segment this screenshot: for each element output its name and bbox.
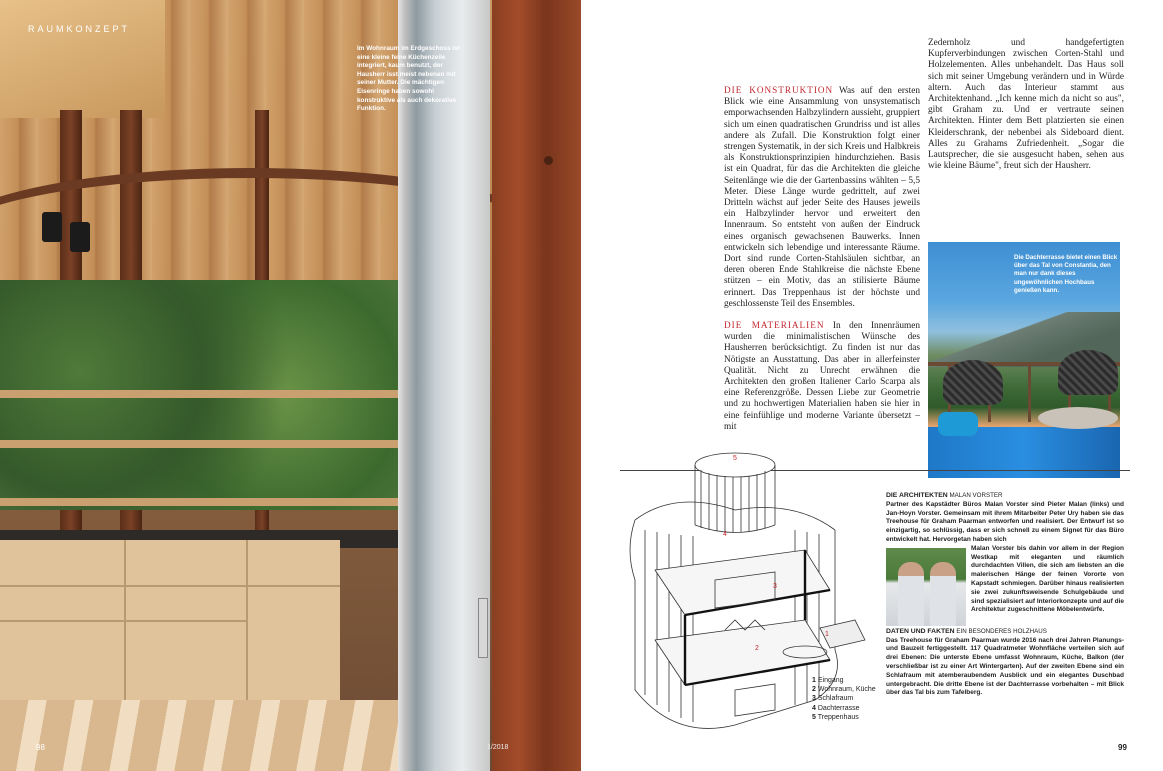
lounge-chair (943, 360, 1003, 405)
paragraph-text: Was auf den ersten Blick wie eine Ansammlung von unsystematisch emporwachsenden Halbzylindern aussieht, gruppiert sich um einen quadratischen Grundriss und ist alles andere als Zufall. Die Konstruktion folgt einer strengen Systematik, in der sich Kreis und Halbkreis als Konstruktionsprinzipien hindurchziehen. Basis ist ein Quadrat, für das die Architekten die gleiche Seitenlänge wie die der Gartenbassins wählten – 5,5 Meter. Diese Länge wurde gedrittelt, auf zwei Dritteln wächst auf jeder Seite des Hauses jeweils ein Halbzylinder hervor und erweitert den Innenraum. So entsteht von außen der Eindruck eines organisch gewachsenen Bauwerks. Innen entwickeln sich lebendige und interessante Räume. Dort sind runde Corten-Stahlsäulen sichtbar, an deren oberen Ende Stahlkreise die nächste Ebene stützen – ein Motiv, das an stilisierte Bäume erinnert. Das Treppenhaus ist der höchste und geschlossenste Teil des Ensembles. (724, 86, 920, 309)
paragraph-continued: Zedernholz und handgefertigten Kupferverbindungen zwischen Corten-Stahl und Holzelementen. Alles unbehandelt. Das Haus soll sich mit seiner Umgebung verändern und in Würde altern. Auch das Interieur stammt aus Architektenhand. „Ich kenne mich da nicht so aus", gibt Graham zu. Und er vertraute seinen Architekten. Hinter dem Bett platzierten sie einen Kleiderschrank, der nebenbei als Sideboard dient. Alles zu Grahams Zufriedenheit. „Sogar die Lautsprecher, die sie ausgesucht haben, sehen aus wie kleine Bäume", freut sich der Hausherr. (928, 38, 1124, 172)
drawing-label-2: 2 (755, 645, 759, 652)
architects-portrait (886, 548, 966, 626)
glass-door-frame (398, 0, 490, 771)
paragraph-construction (724, 85, 920, 310)
shelf (0, 390, 400, 398)
kitchen-cabinets (0, 540, 340, 700)
issue-label: 1/2018 (487, 744, 509, 751)
architects-heading: DIE ARCHITEKTEN MALAN VORSTER (886, 492, 1003, 499)
legend-item: 3 Schlafraum (812, 695, 854, 703)
paragraph-text: In den Innenräumen wurden die minimalistischen Wünsche des Hausherren berücksichtigt. Zu finden ist nur das Nötigste an Ausstattung. Das aber in allerfeinster Qualität. Nicht zu Unrecht erwähnen die Architekten den großen Italiener Carlo Scarpa als eine Referenzgröße. Dessen Liebe zur Geometrie und zu hochwertigen Materialien haben sie hier in eine feinfühlige und moderne Variante übersetzt – mit (724, 321, 920, 432)
drawing-label-4: 4 (723, 531, 727, 538)
section-heading: DIE MATERIALIEN (724, 320, 825, 331)
shelf (0, 440, 400, 448)
legend-item: 2 Wohnraum, Küche (812, 686, 876, 694)
architects-text-2: Malan Vorster bis dahin vor allem in der Region Westkap mit eleganten und räumlich durchdachten Villen, die sich am liebsten an die malerischen Hänge der feinen Vororte von Kapstadt schmiegen. Darüber hinaus realisierten sie zwei zukunftsweisende Schulgebäude und sind spezialisiert auf Interiorkonzepte und auf die Architektur zugeschnittene Möbelentwürfe. (971, 544, 1124, 614)
side-table (1038, 407, 1118, 429)
drawing-legend (812, 676, 876, 722)
page-number-left: 98 (36, 743, 45, 752)
article-column-1 (724, 85, 920, 433)
ceiling-beam (0, 0, 165, 118)
corten-steel-wall (492, 0, 581, 771)
legend-item: 1 Eingang (812, 677, 844, 684)
pendant-lamp (42, 212, 62, 242)
paragraph-materials (724, 320, 920, 433)
article-column-2 (928, 38, 1124, 172)
facts-text: Das Treehouse für Graham Paarman wurde 2016 nach drei Jahren Planungs- und Bauzeit fertiggestellt. 117 Quadratmeter Wohnfläche verteilen sich auf drei Ebenen: Die unterste Ebene umfasst Wohnraum, Küche, Balkon (der verschließbar ist zu einer Art Wintergarten). Auf der zweiten Ebene sind ein Schlafraum mit atemberaubendem Ausblick und ein elegantes Duschbad untergebracht. Die dritte Ebene ist der Dachterrasse vorbehalten – mit Blick über das Tal bis zum Tafelberg. (886, 636, 1124, 697)
lounge-chair (1058, 350, 1118, 395)
facts-heading: DATEN UND FAKTEN EIN BESONDERES HOLZHAUS (886, 627, 1047, 635)
drawing-label-1: 1 (825, 631, 829, 638)
drawing-label-5: 5 (733, 455, 737, 462)
pendant-lamp (70, 222, 90, 252)
architects-text-1: Partner des Kapstädter Büros Malan Vorster sind Pieter Malan (links) und Jan-Hoyn Vorster. Gemeinsam mit ihrem Mitarbeiter Peter Ury haben sie das Treehouse für Graham Paarman entworfen und realisiert. Der Entwurf ist so einzigartig, so schlüssig, dass er sich schnell zu einem Signet für das Büro entwickelt hat. Hervorgetan haben sich (886, 500, 1124, 543)
blue-tub (938, 412, 978, 436)
legend-item: 5 Treppenhaus (812, 713, 859, 721)
door-handle (478, 598, 488, 658)
terrace-caption: Die Dachterrasse bietet einen Blick über das Tal von Constantia, den man nur dank dieses ungewöhnlichen Hochbaus genießen kann. (1014, 254, 1118, 294)
floor-shadows (0, 700, 400, 771)
photo-caption: Im Wohnraum im Erdgeschoss ist eine kleine feine Küchenzeile integriert, kaum benutzt, der Hausherr isst meist nebenan mit seiner Mutter. Die mächtigen Eisenringe haben sowohl konstruktive als auch dekorative Funktion. (357, 45, 460, 113)
left-page-photo (0, 0, 581, 771)
section-heading: DIE KONSTRUKTION (724, 85, 834, 95)
page-number-right: 99 (1118, 743, 1127, 752)
legend-item: 4 Dachterrasse (812, 704, 860, 712)
section-label: RAUMKONZEPT (28, 24, 131, 34)
drawing-label-3: 3 (773, 583, 777, 590)
info-sidebar (886, 492, 1124, 698)
architects-wrap (886, 545, 1124, 615)
shelf (0, 498, 400, 506)
